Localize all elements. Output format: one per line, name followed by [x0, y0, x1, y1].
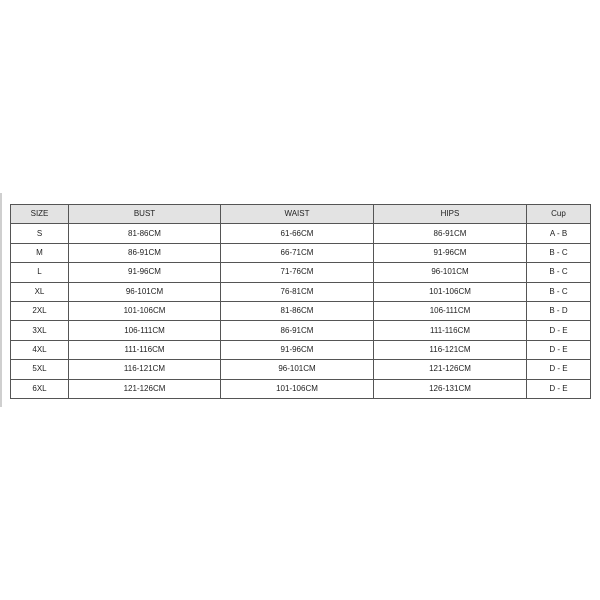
header-waist: WAIST [221, 205, 374, 224]
cell-cup: B - C [527, 243, 591, 262]
table-row [11, 321, 591, 340]
header-hips: HIPS [374, 205, 527, 224]
header-bust: BUST [69, 205, 221, 224]
cell-waist: 61-66CM [221, 224, 374, 243]
table-row [11, 282, 591, 301]
table-row [11, 379, 591, 398]
cell-size: XL [11, 282, 69, 301]
cell-cup: D - E [527, 321, 591, 340]
left-edge-divider [0, 193, 2, 407]
cell-cup: B - C [527, 263, 591, 282]
cell-bust: 91-96CM [69, 263, 221, 282]
cell-bust: 101-106CM [69, 301, 221, 320]
cell-cup: A - B [527, 224, 591, 243]
table-header [11, 205, 591, 224]
cell-hips: 106-111CM [374, 301, 527, 320]
cell-waist: 91-96CM [221, 340, 374, 359]
table-row [11, 360, 591, 379]
cell-hips: 111-116CM [374, 321, 527, 340]
cell-bust: 81-86CM [69, 224, 221, 243]
cell-waist: 76-81CM [221, 282, 374, 301]
cell-cup: B - C [527, 282, 591, 301]
cell-bust: 121-126CM [69, 379, 221, 398]
cell-size: 4XL [11, 340, 69, 359]
cell-size: 3XL [11, 321, 69, 340]
cell-cup: B - D [527, 301, 591, 320]
table-row [11, 263, 591, 282]
cell-bust: 96-101CM [69, 282, 221, 301]
cell-bust: 116-121CM [69, 360, 221, 379]
cell-bust: 106-111CM [69, 321, 221, 340]
cell-size: M [11, 243, 69, 262]
cell-waist: 86-91CM [221, 321, 374, 340]
cell-size: L [11, 263, 69, 282]
cell-hips: 126-131CM [374, 379, 527, 398]
header-row [11, 205, 591, 224]
table-row [11, 301, 591, 320]
table-row [11, 340, 591, 359]
size-chart-table [10, 204, 591, 399]
table-row [11, 243, 591, 262]
table-row [11, 224, 591, 243]
cell-hips: 91-96CM [374, 243, 527, 262]
cell-waist: 101-106CM [221, 379, 374, 398]
cell-bust: 111-116CM [69, 340, 221, 359]
cell-hips: 121-126CM [374, 360, 527, 379]
cell-size: 6XL [11, 379, 69, 398]
cell-size: S [11, 224, 69, 243]
cell-waist: 66-71CM [221, 243, 374, 262]
cell-hips: 101-106CM [374, 282, 527, 301]
header-size: SIZE [11, 205, 69, 224]
cell-hips: 86-91CM [374, 224, 527, 243]
cell-waist: 96-101CM [221, 360, 374, 379]
cell-bust: 86-91CM [69, 243, 221, 262]
cell-cup: D - E [527, 340, 591, 359]
table-body [11, 224, 591, 399]
cell-hips: 116-121CM [374, 340, 527, 359]
cell-waist: 81-86CM [221, 301, 374, 320]
cell-cup: D - E [527, 379, 591, 398]
header-cup: Cup [527, 205, 591, 224]
cell-hips: 96-101CM [374, 263, 527, 282]
cell-size: 5XL [11, 360, 69, 379]
cell-waist: 71-76CM [221, 263, 374, 282]
cell-size: 2XL [11, 301, 69, 320]
cell-cup: D - E [527, 360, 591, 379]
